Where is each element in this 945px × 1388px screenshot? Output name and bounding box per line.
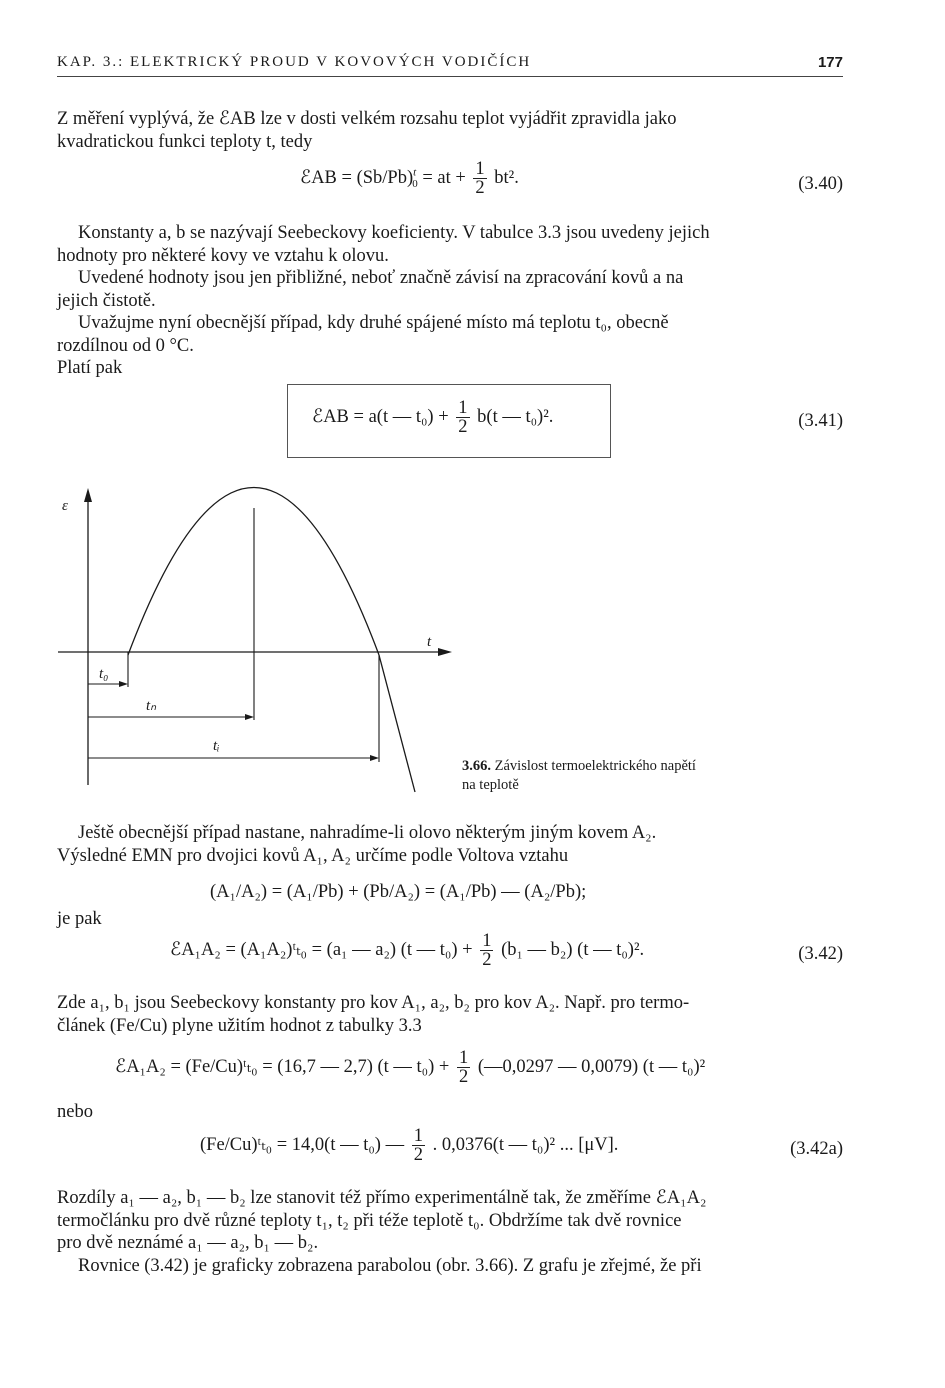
eq340-rhs: bt². — [494, 167, 519, 188]
ti-label: tᵢ — [213, 738, 220, 754]
para2-line2: hodnoty pro některé kovy ve vztahu k olovu. — [57, 246, 389, 266]
caption-line1: Závislost termoelektrického napětí — [494, 758, 696, 774]
equation-volta: (A₁/A₂) = (A₁/Pb) + (Pb/A₂) = (A₁/Pb) — (A₂/Pb); — [210, 882, 587, 902]
eq341-frac-num: 1 — [458, 398, 468, 418]
eq342-frac-den: 2 — [482, 950, 492, 970]
para3-line1: Ještě obecnější případ nastane, nahradíme-li olovo některým jiným kovem A₂. — [78, 823, 657, 843]
eq342-lhs: ℰA₁A₂ = (A₁A₂)ᵗₜ₀ = (a₁ — a₂) (t — t₀) + — [170, 939, 473, 960]
equation-number-3-40: (3.40) — [798, 174, 843, 194]
para5-line4: Rovnice (3.42) je graficky zobrazena parabolou (obr. 3.66). Z grafu je zřejmé, že při — [78, 1256, 702, 1276]
x-axis-label: t — [427, 634, 432, 650]
equation-number-3-42a: (3.42a) — [790, 1139, 843, 1159]
para4-line1: Zde a₁, b₁ jsou Seebeckovy konstanty pro kov A₁, a₂, b₂ pro kov A₂. Např. pro termo- — [57, 993, 690, 1013]
para2-line1: Konstanty a, b se nazývají Seebeckovy koeficienty. V tabulce 3.3 jsou uvedeny jejich — [78, 223, 710, 243]
je-pak-text: je pak — [57, 909, 102, 929]
para2-line5: Uvažujme nyní obecnější případ, kdy druhé spájené místo má teplotu t₀, obecně — [78, 313, 669, 333]
eq340-lhs: ℰAB = (Sb/Pb) — [300, 167, 414, 188]
para2-line6: rozdílnou od 0 °C. — [57, 336, 194, 356]
eq342-frac-num: 1 — [482, 931, 492, 951]
eqfecu-frac-num: 1 — [458, 1048, 469, 1068]
eq342a-fraction — [412, 1127, 425, 1164]
equation-3-42a — [200, 1127, 618, 1164]
ti-arrowhead — [370, 755, 379, 761]
eqfecu-rhs: (—0,0297 — 0,0079) (t — t₀)² — [477, 1056, 706, 1077]
eq341-fraction — [456, 399, 469, 436]
nebo-text: nebo — [57, 1102, 93, 1122]
para5-line2: termočlánku pro dvě různé teploty t₁, t₂ při téže teplotě t₀. Obdržíme tak dvě rovnice — [57, 1211, 682, 1231]
running-header — [57, 52, 843, 77]
page-number: 177 — [817, 54, 843, 71]
caption-number: 3.66. — [462, 758, 491, 774]
figure-3-66 — [0, 480, 480, 800]
t0-label: t₀ — [99, 666, 109, 682]
tn-label: tₙ — [146, 698, 157, 714]
tn-arrowhead — [245, 714, 254, 720]
chapter-title: KAP. 3.: ELEKTRICKÝ PROUD V KOVOVÝCH VODIČÍCH — [57, 54, 532, 70]
equation-number-3-42: (3.42) — [798, 944, 843, 964]
parabola-continuation — [379, 655, 415, 792]
para3-line2: Výsledné EMN pro dvojici kovů A₁, A₂ určíme podle Voltova vztahu — [57, 846, 569, 866]
eq342-rhs: (b₁ — b₂) (t — t₀)². — [501, 939, 645, 960]
equation-fe-cu — [115, 1049, 705, 1086]
eq340-frac-den: 2 — [475, 178, 485, 198]
equation-3-40: ℰAB = $(Sb/Pb)^t_0$ = at + $\frac{1}{2}$ bt². — [300, 159, 519, 198]
eqfecu-fraction — [457, 1049, 470, 1086]
t0-arrowhead — [119, 681, 128, 687]
eq342a-frac-num: 1 — [413, 1126, 423, 1146]
para2-line7: Platí pak — [57, 358, 123, 378]
eq341-rhs: b(t — t₀)². — [477, 406, 554, 427]
para2-line3: Uvedené hodnoty jsou jen přibližné, neboť značně závisí na zpracování kovů a na — [78, 268, 684, 288]
figure-caption — [462, 757, 696, 795]
caption-line2: na teplotě — [462, 777, 519, 793]
equation-number-3-41: (3.41) — [798, 411, 843, 431]
para1-line1: Z měření vyplývá, že ℰAB lze v dosti velkém rozsahu teplot vyjádřit zpravidla jako — [57, 109, 677, 129]
eqfecu-lhs: ℰA₁A₂ = (Fe/Cu)ᵗₜ₀ = (16,7 — 2,7) (t — t₀) + — [115, 1056, 450, 1077]
para1-line2: kvadratickou funkci teploty t, tedy — [57, 132, 313, 152]
y-axis-label: ε — [62, 498, 68, 514]
para5-line3: pro dvě neznámé a₁ — a₂, b₁ — b₂. — [57, 1233, 319, 1253]
eq340-fraction — [473, 160, 486, 197]
eqfecu-frac-den: 2 — [458, 1067, 469, 1087]
y-axis-arrow — [84, 488, 92, 502]
eq342a-rhs: . 0,0376(t — t₀)² ... [μV]. — [432, 1134, 619, 1155]
eq342-fraction — [480, 932, 493, 969]
para2-line4: jejich čistotě. — [57, 291, 156, 311]
equation-3-41 — [312, 399, 553, 436]
eq340-mid: = at + — [417, 167, 466, 188]
eq340-frac-num: 1 — [475, 159, 485, 179]
eq341-frac-den: 2 — [458, 417, 468, 437]
equation-3-42 — [170, 932, 644, 969]
x-axis-arrow — [438, 648, 452, 656]
eq342a-lhs: (Fe/Cu)ᵗₜ₀ = 14,0(t — t₀) — — [200, 1134, 405, 1155]
para4-line2: článek (Fe/Cu) plyne užitím hodnot z tabulky 3.3 — [57, 1016, 422, 1036]
eq342a-frac-den: 2 — [413, 1145, 423, 1165]
eq341-lhs: ℰAB = a(t — t₀) + — [312, 406, 449, 427]
para5-line1: Rozdíly a₁ — a₂, b₁ — b₂ lze stanovit též přímo experimentálně tak, že změříme ℰA₁A₂ — [57, 1188, 707, 1208]
